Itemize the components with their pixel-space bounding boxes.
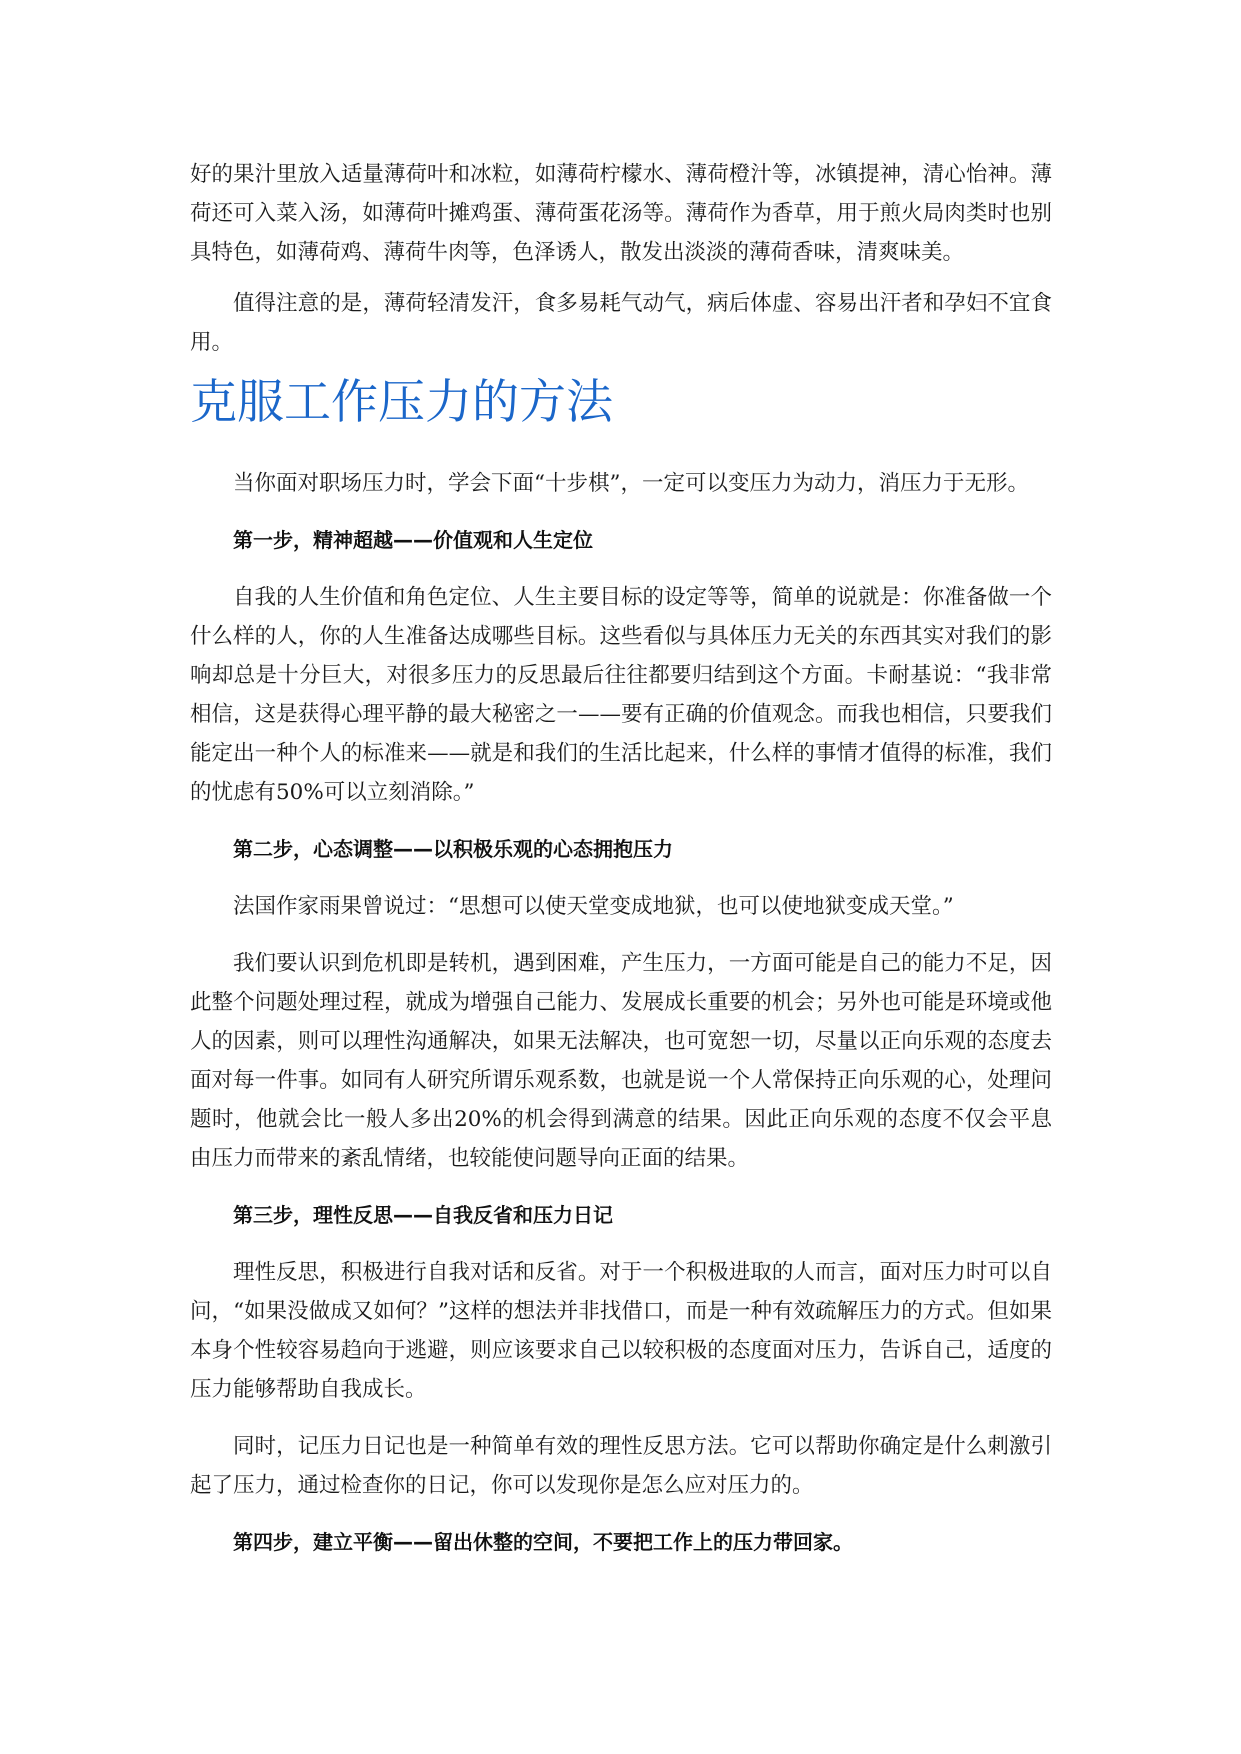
lead-paragraph: 当你面对职场压力时，学会下面“十步棋”，一定可以变压力为动力，消压力于无形。 (233, 471, 1029, 496)
step3-paragraph-2: 同时，记压力日记也是一种简单有效的理性反思方法。它可以帮助你确定是什么刺激引起了压力，通过检查你的日记，你可以发现你是怎么应对压力的。 (190, 1434, 1052, 1498)
step2-paragraph-1: 法国作家雨果曾说过：“思想可以使天堂变成地狱，也可以使地狱变成天堂。” (233, 894, 954, 919)
step1-heading: 第一步，精神超越——价值观和人生定位 (233, 528, 593, 552)
step4-heading: 第四步，建立平衡——留出休整的空间，不要把工作上的压力带回家。 (233, 1530, 853, 1554)
document-page (190, 155, 1052, 1562)
step2-heading: 第二步，心态调整——以积极乐观的心态拥抱压力 (233, 837, 673, 861)
intro-paragraph-2: 值得注意的是，薄荷轻清发汗，食多易耗气动气，病后体虚、容易出汗者和孕妇不宜食用。 (190, 291, 1052, 355)
step1-paragraph-1: 自我的人生价值和角色定位、人生主要目标的设定等等，简单的说就是：你准备做一个什么样的人，你的人生准备达成哪些目标。这些看似与具体压力无关的东西其实对我们的影响却总是十分巨大，对很多压力的反思最后往往都要归结到这个方面。卡耐基说：“我非常相信，这是获得心理平静的最大秘密之一——要有正确的价值观念。而我也相信，只要我们能定出一种个人的标准来——就是和我们的生活比起来，什么样的事情才值得的标准，我们的忧虑有50%可以立刻消除。” (190, 585, 1052, 805)
intro-paragraph-1: 好的果汁里放入适量薄荷叶和冰粒，如薄荷柠檬水、薄荷橙汁等，冰镇提神，清心怡神。薄荷还可入菜入汤，如薄荷叶摊鸡蛋、薄荷蛋花汤等。薄荷作为香草，用于煎火局肉类时也别具特色，如薄荷鸡、薄荷牛肉等，色泽诱人，散发出淡淡的薄荷香味，清爽味美。 (190, 162, 1052, 265)
step2-paragraph-2: 我们要认识到危机即是转机，遇到困难，产生压力，一方面可能是自己的能力不足，因此整个问题处理过程，就成为增强自己能力、发展成长重要的机会；另外也可能是环境或他人的因素，则可以理性沟通解决，如果无法解决，也可宽恕一切，尽量以正向乐观的态度去面对每一件事。如同有人研究所谓乐观系数，也就是说一个人常保持正向乐观的心，处理问题时，他就会比一般人多出20%的机会得到满意的结果。因此正向乐观的态度不仅会平息由压力而带来的紊乱情绪，也较能使问题导向正面的结果。 (190, 951, 1052, 1171)
step3-heading: 第三步，理性反思——自我反省和压力日记 (233, 1203, 613, 1227)
section-title: 克服工作压力的方法 (190, 375, 613, 430)
step3-paragraph-1: 理性反思，积极进行自我对话和反省。对于一个积极进取的人而言，面对压力时可以自问，“如果没做成又如何？”这样的想法并非找借口，而是一种有效疏解压力的方式。但如果本身个性较容易趋向于逃避，则应该要求自己以较积极的态度面对压力，告诉自己，适度的压力能够帮助自我成长。 (190, 1260, 1052, 1402)
